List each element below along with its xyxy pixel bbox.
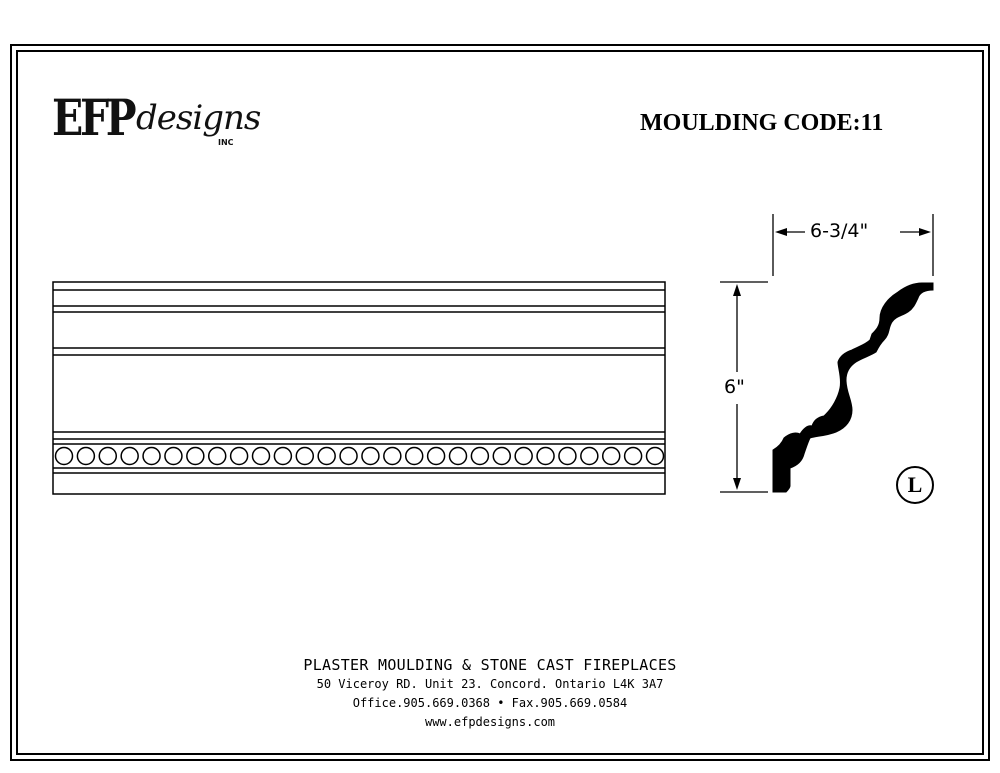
bead: [603, 448, 620, 465]
bead: [647, 448, 664, 465]
bead: [559, 448, 576, 465]
bead: [253, 448, 270, 465]
moulding-code-title: MOULDING CODE:11: [640, 110, 884, 136]
bead: [56, 448, 73, 465]
bead: [384, 448, 401, 465]
bead: [143, 448, 160, 465]
bead-row: [56, 448, 664, 465]
logo-script: designs: [136, 98, 261, 138]
bead: [406, 448, 423, 465]
logo-mark: EFP: [52, 88, 134, 147]
bead: [515, 448, 532, 465]
footer-address: 50 Viceroy RD. Unit 23. Concord. Ontario L4K 3A7: [316, 677, 664, 691]
width-dimension-label: 6-3/4": [810, 220, 869, 242]
bead: [493, 448, 510, 465]
bead: [77, 448, 94, 465]
bead: [362, 448, 379, 465]
moulding-profile: [773, 283, 933, 492]
bead: [121, 448, 138, 465]
bead: [471, 448, 488, 465]
logo-inc: INC: [218, 138, 234, 147]
bead: [537, 448, 554, 465]
bead: [274, 448, 291, 465]
bead: [209, 448, 226, 465]
moulding-elevation: [53, 282, 665, 494]
bead: [99, 448, 116, 465]
bead: [625, 448, 642, 465]
bead: [165, 448, 182, 465]
orientation-badge: L: [896, 466, 934, 504]
height-dimension-label: 6": [724, 376, 745, 398]
footer-tagline: PLASTER MOULDING & STONE CAST FIREPLACES: [303, 656, 677, 674]
company-footer: [200, 656, 780, 732]
bead: [318, 448, 335, 465]
bead: [428, 448, 445, 465]
bead: [581, 448, 598, 465]
footer-phone-fax: Office.905.669.0368 • Fax.905.669.0584: [352, 696, 628, 710]
bead: [340, 448, 357, 465]
bead: [187, 448, 204, 465]
footer-website: www.efpdesigns.com: [424, 715, 556, 729]
bead: [231, 448, 248, 465]
bead: [450, 448, 467, 465]
bead: [296, 448, 313, 465]
